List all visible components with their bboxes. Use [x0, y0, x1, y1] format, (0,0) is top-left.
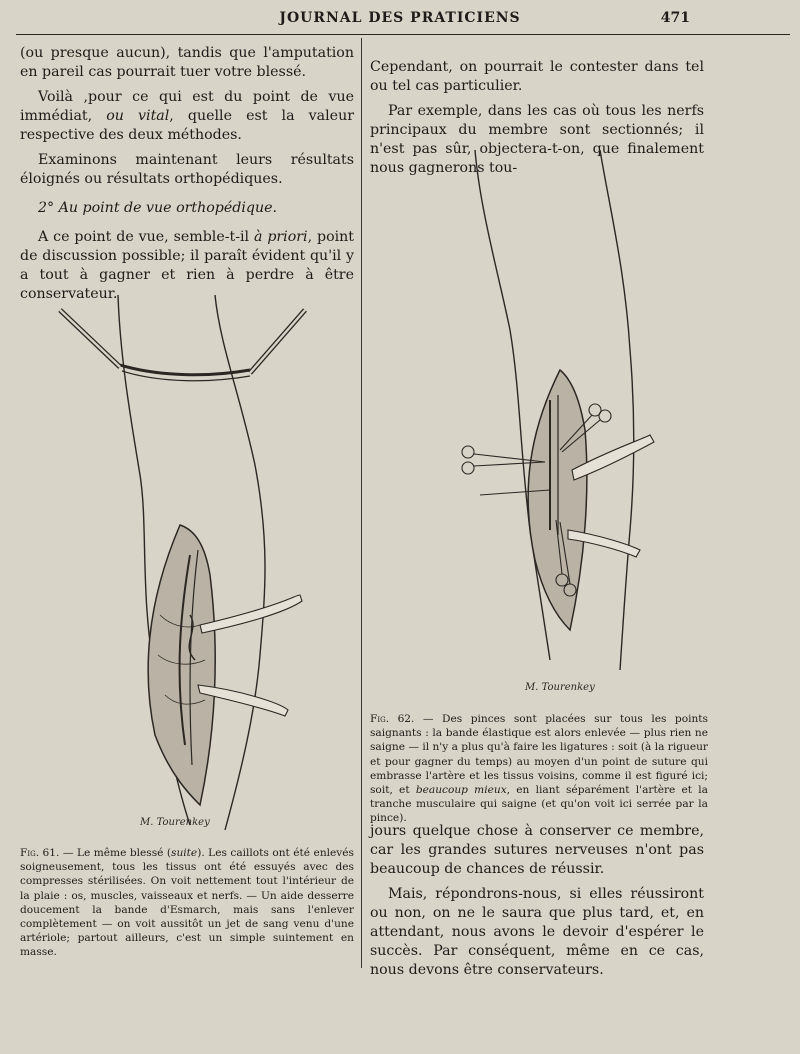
italic-ou-vital: ou vital: [106, 108, 170, 124]
right-paragraph-2: Par exemple, dans les cas où tous les nerfs principaux du membre sont sectionnés; il n'est pas sûr, objectera-t-on, que finalement nous gagnerons tou-: [370, 103, 704, 176]
right-paragraph-3: jours quelque chose à conserver ce membre, car les grandes sutures nerveuses n'ont pas beaucoup de chances de réussir.: [370, 823, 704, 877]
page-number: 471: [660, 10, 690, 26]
running-title: JOURNAL DES PRATICIENS: [279, 10, 521, 26]
figure-62-signature: M. Tourenkey: [525, 682, 595, 693]
header-rule: [16, 34, 790, 35]
right-paragraph-1: Cependant, on pourrait le contester dans tel ou tel cas particulier.: [370, 59, 704, 94]
left-paragraph-2: Voilà ,pour ce qui est du point de vue immédiat, ou vital, quelle est la valeur respective des deux méthodes.: [20, 89, 354, 143]
left-paragraph-4: A ce point de vue, semble-t-il à priori, point de discussion possible; il paraît évident qu'il y a tout à gagner et rien à perdre à être conservateur.: [20, 229, 354, 302]
left-column-text: [20, 44, 354, 310]
page-header: [0, 0, 800, 34]
right-column-text-bottom: [370, 822, 704, 986]
figure-61-caption: Fig. 61. — Le même blessé (suite). Les caillots ont été enlevés soigneusement, tous les tissus ont été essuyés avec des compresses stérilisées. On voit nettement tout l'intérieur de la plaie : os, muscles, vaisseaux et nerfs. — Un aide desserre doucement la bande d'Esmarch, mais sans l'enlever complètement — on voit aussitôt un jet de sang venu d'une artériole; partout ailleurs, c'est un simple suintement en masse.: [20, 847, 354, 959]
figure-62-illustration: [450, 150, 690, 705]
figure-61-label: Fig. 61.: [20, 847, 60, 859]
left-paragraph-1: (ou presque aucun), tandis que l'amputation en pareil cas pourrait tuer votre blessé.: [20, 45, 354, 80]
figure-61-signature: M. Tourenkey: [140, 817, 210, 828]
right-paragraph-4: Mais, répondrons-nous, si elles réussiront ou non, on ne le saura que plus tard, et, en attendant, nous avons le devoir d'espérer le succès. Par conséquent, même en ce cas, nous devons être conservateurs.: [370, 886, 704, 978]
figure-61-illustration: [40, 295, 340, 840]
left-paragraph-3: Examinons maintenant leurs résultats éloignés ou résultats orthopédiques.: [20, 152, 354, 187]
figure-62-caption: Fig. 62. — Des pinces sont placées sur tous les points saignants : la bande élastique est alors enlevée — plus rien ne saigne — il n'y a plus qu'à faire les ligatures : soit (à la rigueur et pour gagner du temps) au moyen d'un point de suture qui embrasse l'artère et les tissus voisins, comme il est figuré ici; soit, et beaucoup mieux, en liant séparément l'artère et la tranche musculaire qui saigne (et qu'on voit ici serrée par la pince).: [370, 713, 708, 825]
figure-62-label: Fig. 62.: [370, 713, 415, 725]
section-heading: 2° Au point de vue orthopédique.: [38, 200, 278, 216]
italic-a-priori: à priori: [253, 229, 308, 245]
column-divider: [361, 38, 362, 968]
